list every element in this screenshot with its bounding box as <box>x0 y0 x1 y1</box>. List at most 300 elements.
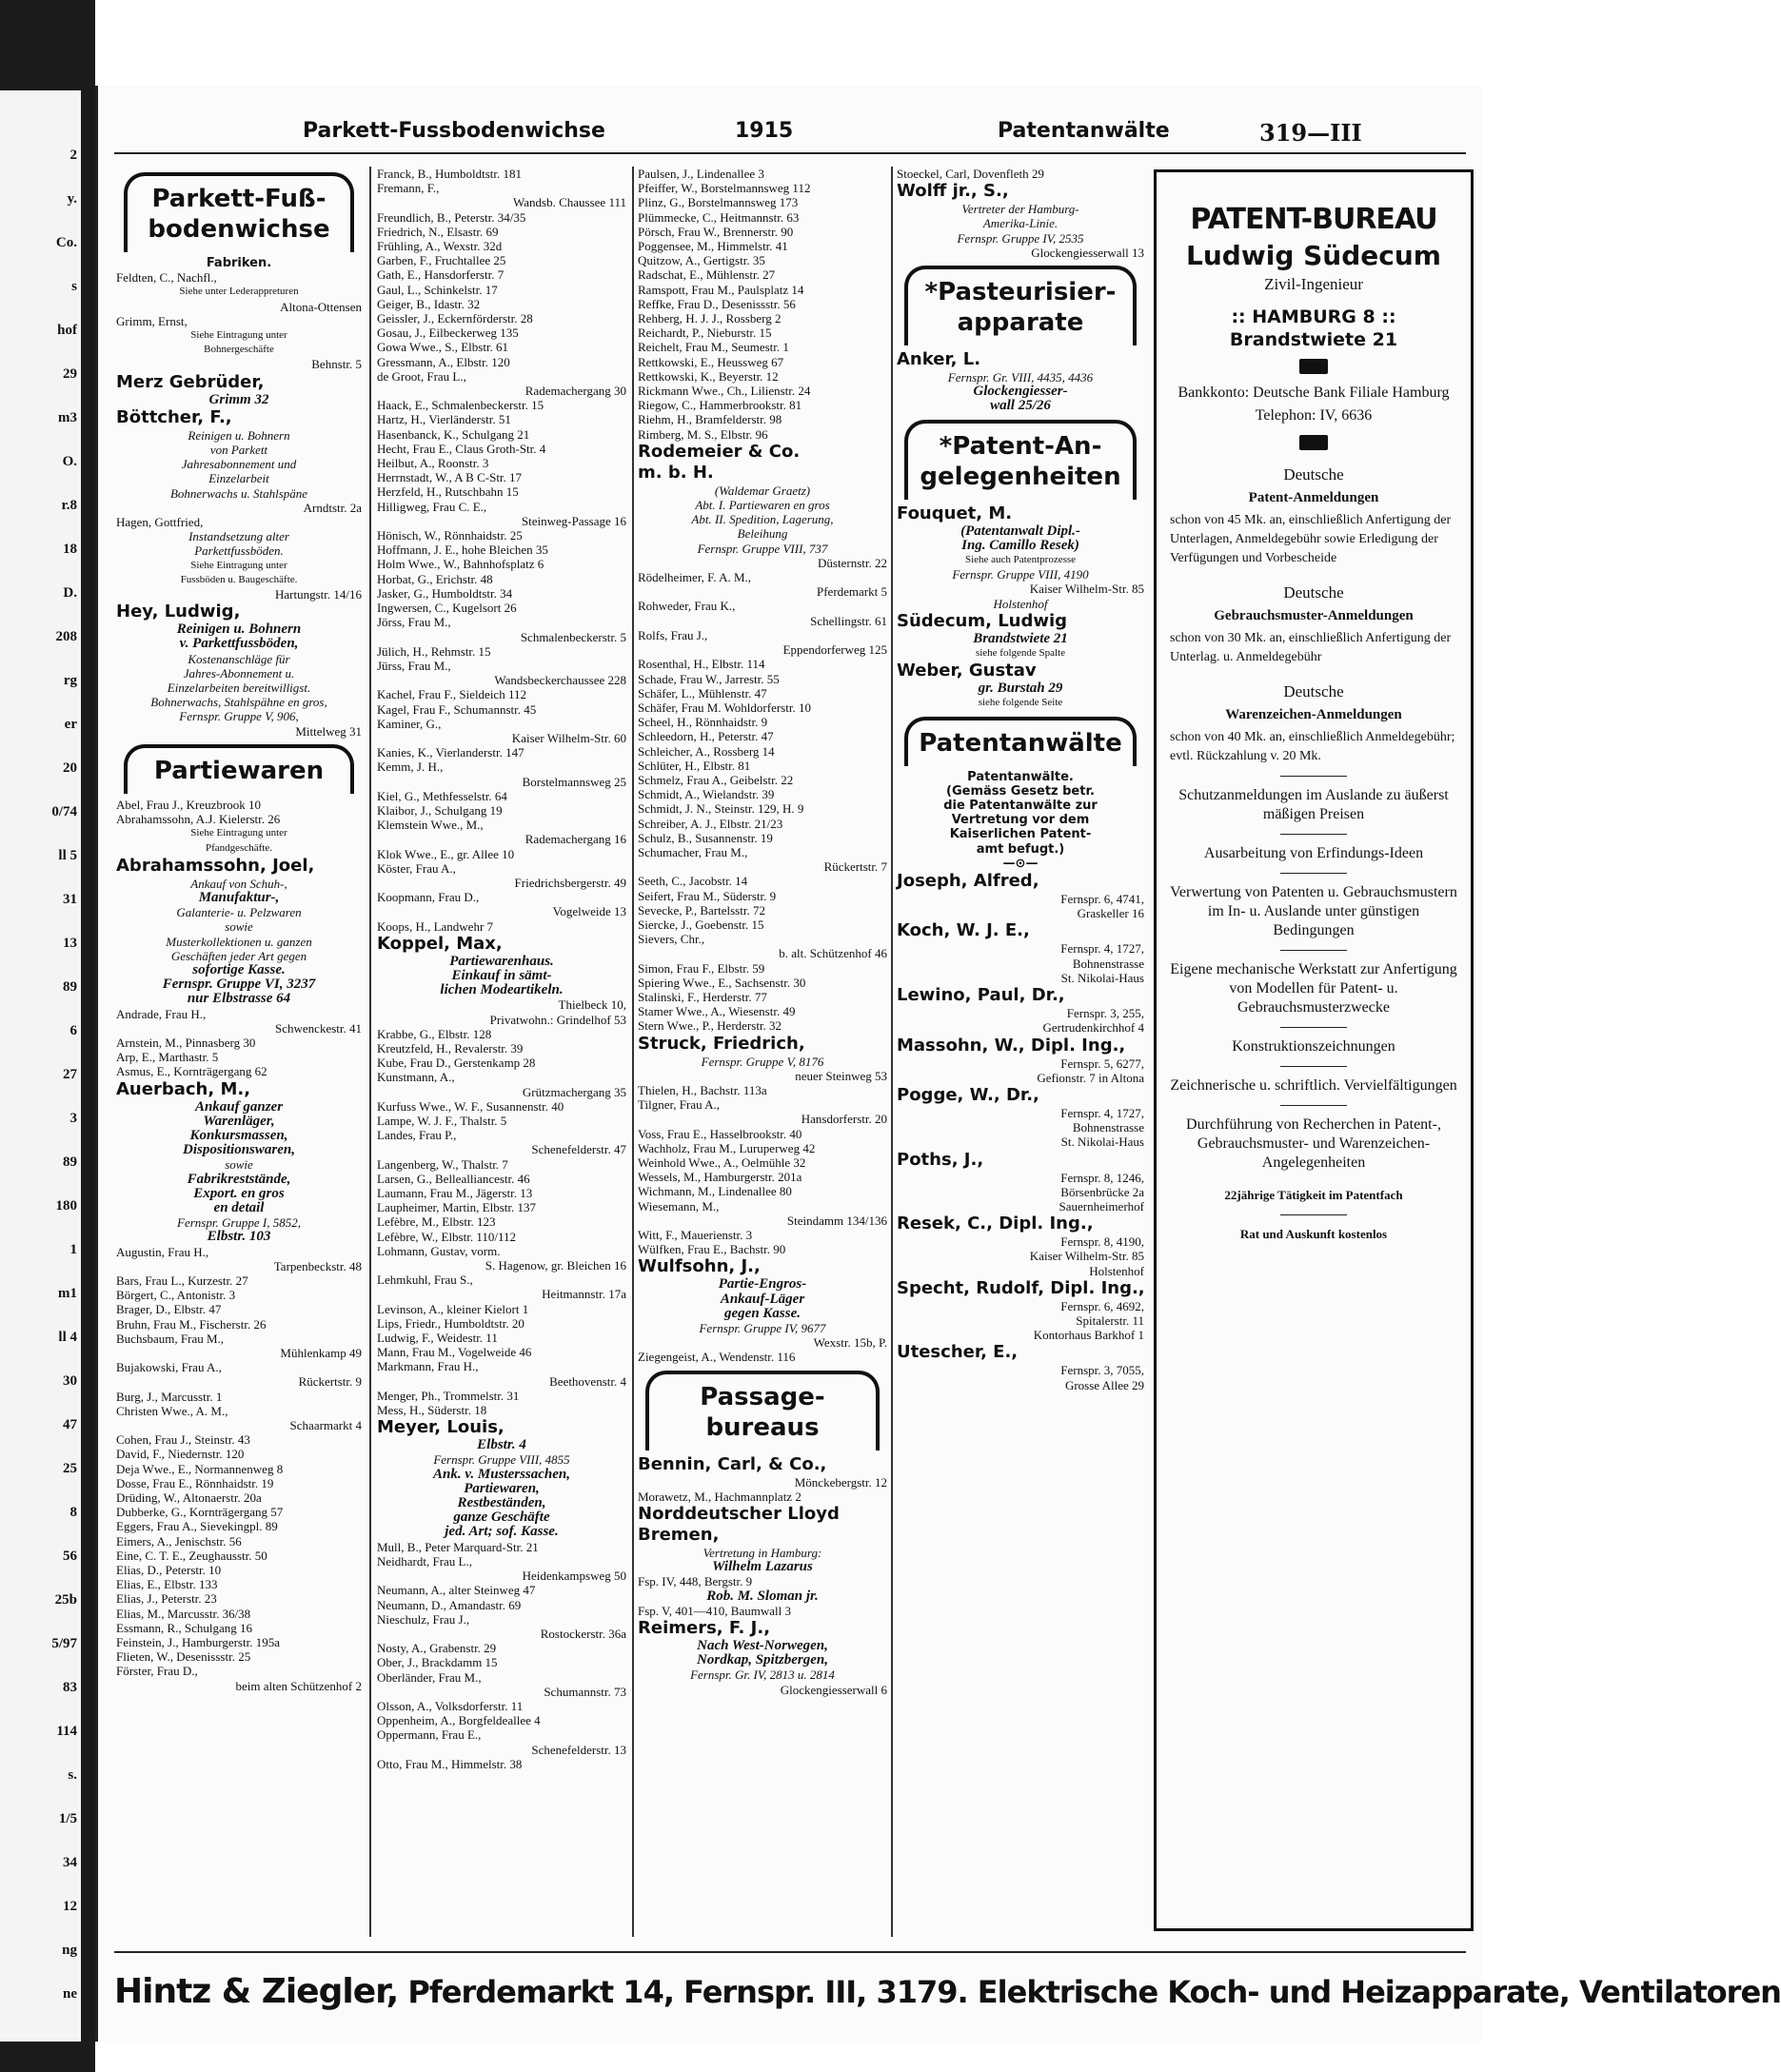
listing-entry: Poggensee, M., Himmelstr. 41 <box>638 239 788 254</box>
listing-highlight: Glockengiesser- <box>973 384 1068 400</box>
listing-entry: Augustin, Frau H., <box>116 1244 209 1259</box>
listing-address: Schaarmarkt 4 <box>289 1418 362 1433</box>
fragment-text: 180 <box>55 1198 77 1214</box>
section-heading-box: Parkett-Fuß- bodenwichse <box>124 172 354 252</box>
listing-entry: Jülich, H., Rehmstr. 15 <box>377 643 491 659</box>
listing-entry: Stoeckel, Carl, Dovenfleth 29 <box>897 167 1044 181</box>
listing-entry: Lefèbre, W., Elbstr. 110/112 <box>377 1229 516 1244</box>
listing-entry: Hagen, Gottfried, <box>116 515 204 530</box>
listing-detail: Bohnerwachs, Stahlspähne en gros, <box>150 695 327 710</box>
listing-address: St. Nikolai-Haus <box>1060 1135 1144 1150</box>
listing-address: Fernspr. 6, 4692, <box>1060 1298 1144 1313</box>
listing-entry: Ober, J., Brackdamm 15 <box>377 1655 498 1670</box>
listing-entry: Otto, Frau M., Himmelstr. 38 <box>377 1756 523 1771</box>
listing-entry: Rehberg, H. J. J., Rossberg 2 <box>638 311 782 326</box>
listing-entry: Arnstein, M., Pinnasberg 30 <box>116 1035 256 1050</box>
listing-entry: Eggers, Frau A., Sievekingpl. 89 <box>116 1519 278 1534</box>
fragment-text: 114 <box>56 1724 77 1739</box>
listing-entry: Franck, B., Humboldtstr. 181 <box>377 167 523 181</box>
listing-entry: Klok Wwe., E., gr. Allee 10 <box>377 846 515 861</box>
ad-profession: Zivil-Ingenieur <box>1264 275 1363 293</box>
listing-entry: Freundlich, B., Peterstr. 34/35 <box>377 209 526 225</box>
listing-highlight: Ing. Camillo Resek) <box>961 537 1079 553</box>
footer-advert <box>114 1972 1781 2011</box>
listing-address: Steindamm 134/136 <box>786 1213 887 1228</box>
listing-entry: Koopmann, Frau D., <box>377 890 480 905</box>
service-item: Schutzanmeldungen im Auslande zu äußerst mäßigen Preisen <box>1178 787 1449 822</box>
listing-entry: Lefèbre, M., Elbstr. 123 <box>377 1214 496 1230</box>
cross-reference: Pfandgeschäfte. <box>206 841 272 854</box>
listing-detail: sowie <box>225 1157 253 1173</box>
service-item: Konstruktionszeichnungen <box>1232 1038 1395 1055</box>
listing-name: Anker, L. <box>897 349 981 370</box>
listing-name: Koch, W. J. E., <box>897 920 1030 941</box>
listing-entry: Garben, F., Fruchtallee 25 <box>377 253 506 268</box>
divider <box>1280 1027 1347 1028</box>
fragment-text: 89 <box>63 1154 77 1170</box>
listing-entry: Lips, Friedr., Humboldtstr. 20 <box>377 1315 524 1331</box>
listing-address: Beethovenstr. 4 <box>549 1373 626 1389</box>
listing-highlight: nur Elbstrasse 64 <box>187 991 291 1007</box>
listing-name: Meyer, Louis, <box>377 1417 505 1438</box>
listing-detail: Fernspr. Gruppe IV, 2535 <box>957 230 1084 246</box>
listing-entry: Landes, Frau P., <box>377 1128 457 1143</box>
listing-entry: Seifert, Frau M., Süderstr. 9 <box>638 888 777 903</box>
cross-reference: siehe folgende Spalte <box>975 647 1066 660</box>
listing-entry: Kunstmann, A., <box>377 1070 455 1085</box>
listing-entry: Hartz, H., Vierländerstr. 51 <box>377 412 511 427</box>
fragment-text: 47 <box>63 1417 77 1432</box>
listing-highlight: Warenläger, <box>203 1113 275 1129</box>
listing-entry: Nieschulz, Frau J., <box>377 1611 470 1627</box>
column-4 <box>897 167 1144 1937</box>
listing-address: Privatwohn.: Grindelhof 53 <box>489 1012 626 1027</box>
ad-street: Brandstwiete 21 <box>1229 329 1398 350</box>
listing-name: m. b. H. <box>638 462 714 483</box>
section-body: schon von 40 Mk. an, einschließlich Anmeldegebühr; evtl. Rückzahlung v. 20 Mk. <box>1170 730 1455 763</box>
listing-name: Massohn, W., Dipl. Ing., <box>897 1035 1126 1056</box>
listing-address: Glockengiesserwall 13 <box>1031 245 1144 260</box>
listing-entry: Levinson, A., kleiner Kielort 1 <box>377 1301 529 1316</box>
listing-entry: Abel, Frau J., Kreuzbrook 10 <box>116 797 261 812</box>
listing-entry: Abrahamssohn, A.J. Kielerstr. 26 <box>116 812 281 827</box>
listing-address: Fernspr. 5, 6277, <box>1060 1056 1144 1071</box>
listing-address: Mühlenkamp 49 <box>280 1346 362 1360</box>
listing-entry: Oppermann, Frau E., <box>377 1727 482 1743</box>
listing-entry: Eimers, A., Jenischstr. 56 <box>116 1533 242 1549</box>
fragment-text: 25b <box>54 1592 77 1608</box>
listing-name: Böttcher, F., <box>116 406 232 427</box>
listing-entry: Förster, Frau D., <box>116 1664 198 1679</box>
ad-tagline: 22jährige Tätigkeit im Patentfach <box>1224 1188 1403 1202</box>
listing-highlight: v. Parkettfussböden, <box>179 636 299 652</box>
listing-detail: Kostenanschläge für <box>188 651 290 666</box>
listing-address: Thielbeck 10, <box>558 997 626 1013</box>
listing-detail: Fernspr. Gruppe I, 5852, <box>177 1215 301 1231</box>
listing-entry: Horbat, G., Erichstr. 48 <box>377 571 493 586</box>
listing-highlight: gr. Burstah 29 <box>978 681 1063 697</box>
listing-entry: Krabbe, G., Elbstr. 128 <box>377 1026 492 1041</box>
listing-entry: Markmann, Frau H., <box>377 1359 479 1374</box>
listing-entry: Spiering Wwe., E., Sachsenstr. 30 <box>638 975 806 990</box>
fragment-text: 12 <box>63 1899 77 1914</box>
listing-entry: Mess, H., Süderstr. 18 <box>377 1403 487 1418</box>
listing-address: Rademachergang 30 <box>524 384 626 399</box>
listing-entry: Laupheimer, Martin, Elbstr. 137 <box>377 1200 537 1215</box>
listing-detail: Bohnerwachs u. Stahlspäne <box>169 485 308 501</box>
listing-address: Arndtstr. 2a <box>303 500 362 515</box>
listing-detail: von Parkett <box>209 443 268 458</box>
listing-name: Joseph, Alfred, <box>897 871 1039 892</box>
listing-entry: Hasenbanck, K., Schulgang 21 <box>377 426 530 442</box>
listing-address: Holstenhof <box>1089 1263 1144 1278</box>
listing-name: Weber, Gustav <box>897 661 1037 681</box>
listing-name: Reimers, F. J., <box>638 1618 771 1639</box>
listing-highlight: wall 25/26 <box>990 398 1051 414</box>
section-heading-box: *Patent-An- gelegenheiten <box>904 420 1137 500</box>
ad-footer: Rat und Auskunft kostenlos <box>1239 1227 1388 1241</box>
service-item: Zeichnerische u. schriftlich. Vervielfältigungen <box>1170 1077 1457 1094</box>
fragment-text: 8 <box>69 1505 77 1520</box>
listing-entry: Morawetz, M., Hachmannplatz 2 <box>638 1489 801 1504</box>
section-heading-box: *Pasteurisier- apparate <box>904 266 1137 345</box>
cross-reference: Fussböden u. Baugeschäfte. <box>180 573 298 585</box>
subheading: Patentanwälte. <box>967 769 1074 784</box>
listing-detail: Fernspr. Gruppe IV, 9677 <box>699 1321 826 1336</box>
listing-address: Schwenckestr. 41 <box>275 1020 362 1036</box>
listing-entry: Tilgner, Frau A., <box>638 1097 721 1113</box>
listing-entry: Flieten, W., Desenissstr. 25 <box>116 1649 251 1665</box>
divider <box>1280 873 1347 874</box>
fragment-text: Co. <box>55 235 77 250</box>
listing-address: Wexstr. 15b, P. <box>813 1335 887 1351</box>
listing-entry: Rickmann Wwe., Ch., Lilienstr. 24 <box>638 384 811 399</box>
fragment-text: 34 <box>63 1855 77 1870</box>
listing-detail: (Waldemar Graetz) <box>714 483 811 498</box>
listing-detail: Instandsetzung alter <box>188 529 289 544</box>
fragment-text: 20 <box>63 760 77 776</box>
listing-highlight: Partiewaren, <box>464 1480 540 1496</box>
fragment-text: 13 <box>63 936 77 951</box>
fragment-text: er <box>64 717 77 732</box>
listing-address: Vogelweide 13 <box>552 904 626 919</box>
listing-entry: Elias, D., Peterstr. 10 <box>116 1563 222 1578</box>
listing-address: Behnstr. 5 <box>311 357 362 372</box>
listing-detail: Fernspr. Gr. IV, 2813 u. 2814 <box>690 1667 835 1683</box>
listing-entry: Bujakowski, Frau A., <box>116 1360 222 1375</box>
listing-entry: Sievers, Chr., <box>638 932 705 947</box>
listing-highlight: Partie-Engros- <box>718 1276 807 1293</box>
listing-entry: Rimberg, M. S., Elbstr. 96 <box>638 426 768 442</box>
fragment-text: 6 <box>69 1023 77 1038</box>
ornament-icon <box>1299 359 1328 374</box>
listing-entry: Gressmann, A., Elbstr. 120 <box>377 354 510 369</box>
listing-entry: Thielen, H., Bachstr. 113a <box>638 1082 767 1097</box>
section-head: Deutsche <box>1283 465 1344 483</box>
listing-entry: Larsen, G., Bellealliancestr. 46 <box>377 1171 530 1186</box>
listing-highlight: Restbeständen, <box>457 1495 546 1511</box>
listing-address: Fernspr. 3, 255, <box>1066 1006 1144 1021</box>
listing-entry: Elias, E., Elbstr. 133 <box>116 1577 218 1592</box>
listing-entry: Kurfuss Wwe., W. F., Susannenstr. 40 <box>377 1098 564 1114</box>
listing-entry: Rödelheimer, F. A. M., <box>638 570 752 585</box>
listing-entry: David, F., Niedernstr. 120 <box>116 1447 245 1462</box>
listing-entry: Kachel, Frau F., Sieldeich 112 <box>377 687 526 702</box>
listing-highlight: Einkauf in sämt- <box>451 967 552 983</box>
listing-entry: Kiel, G., Methfesselstr. 64 <box>377 788 507 803</box>
listing-entry: Wessels, M., Hamburgerstr. 201a <box>638 1170 802 1185</box>
section-heading-box: Partiewaren <box>124 744 354 794</box>
listing-entry: Laumann, Frau M., Jägerstr. 13 <box>377 1186 533 1201</box>
page-number: 319—III <box>1259 119 1362 147</box>
listing-entry: Gaul, L., Schinkelstr. 17 <box>377 282 498 297</box>
fragment-text: 31 <box>63 892 77 907</box>
listing-detail: Fernspr. Gruppe V, 8176 <box>701 1054 824 1069</box>
listing-detail: Abt. I. Partiewaren en gros <box>695 498 830 513</box>
listing-entry: Schade, Frau W., Jarrestr. 55 <box>638 671 780 686</box>
listing-entry: Menger, Ph., Trommelstr. 31 <box>377 1388 520 1403</box>
listing-address: Gefionstr. 7 in Altona <box>1037 1070 1144 1085</box>
listing-entry: Schäfer, Frau M. Wohldorferstr. 10 <box>638 700 811 715</box>
fragment-text: 5/97 <box>51 1636 77 1651</box>
listing-detail: Musterkollektionen u. ganzen <box>166 934 312 949</box>
listing-highlight: gegen Kasse. <box>724 1305 801 1321</box>
listing-address: Schenefelderstr. 47 <box>531 1142 626 1157</box>
listing-entry: Kube, Frau D., Gerstenkamp 28 <box>377 1056 536 1071</box>
listing-highlight: Elbstr. 4 <box>477 1437 526 1453</box>
listing-address: Eppendorferweg 125 <box>782 642 887 658</box>
listing-entry: Asmus, E., Kornträgergang 62 <box>116 1064 267 1079</box>
listing-entry: Ramspott, Frau M., Paulsplatz 14 <box>638 282 804 297</box>
fragment-text: O. <box>62 454 77 469</box>
listing-address: Kaiser Wilhelm-Str. 85 <box>1029 1249 1144 1264</box>
listing-entry: Grimm, Ernst, <box>116 313 188 328</box>
subheading: Fabriken. <box>206 256 272 270</box>
cross-reference: siehe folgende Seite <box>978 697 1063 709</box>
listing-highlight: Grimm 32 <box>208 391 269 407</box>
listing-entry: Pfeiffer, W., Borstelmannsweg 112 <box>638 181 811 196</box>
listing-entry: Wiesemann, M., <box>638 1198 720 1214</box>
listing-address: Schmalenbeckerstr. 5 <box>520 629 626 644</box>
fragment-text: 83 <box>63 1680 77 1695</box>
listing-entry: Neidhardt, Frau L., <box>377 1553 473 1569</box>
subheading: Kaiserlichen Patent- <box>949 827 1092 842</box>
listing-entry: Schmelz, Frau A., Geibelstr. 22 <box>638 772 794 787</box>
listing-entry: Radschat, E., Mühlenstr. 27 <box>638 267 776 283</box>
listing-address: Fernspr. 8, 4190, <box>1060 1234 1144 1250</box>
listing-entry: Reffke, Frau D., Desenissstr. 56 <box>638 296 796 311</box>
listing-name: Merz Gebrüder, <box>116 371 265 392</box>
ad-services <box>1157 776 1471 1173</box>
listing-address: Kaiser Wilhelm-Str. 60 <box>511 730 626 745</box>
listing-entry: Buchsbaum, Frau M., <box>116 1331 225 1346</box>
listing-address: Hansdorferstr. 20 <box>801 1112 887 1127</box>
listing-detail: Einzelarbeiten bereitwilligst. <box>167 681 311 696</box>
listing-address: Spitalerstr. 11 <box>1076 1312 1144 1328</box>
listing-address: Mittelweg 31 <box>295 723 362 739</box>
listing-entry: Jürss, Frau M., <box>377 658 451 673</box>
listing-detail: Fernspr. Gr. VIII, 4435, 4436 <box>947 370 1094 385</box>
listing-address: Fernspr. 6, 4741, <box>1060 892 1144 907</box>
listing-address: Wandsbeckerchaussee 228 <box>494 673 626 688</box>
listing-highlight: jed. Art; sof. Kasse. <box>445 1524 559 1540</box>
listing-entry: Frühling, A., Wexstr. 32d <box>377 239 503 254</box>
ad-phone: Telephon: IV, 6636 <box>1255 407 1373 424</box>
listing-address: Rückertstr. 9 <box>298 1374 362 1390</box>
listing-address: Rückertstr. 7 <box>823 859 887 875</box>
listing-highlight: Fabrikreststände, <box>187 1171 291 1187</box>
divider <box>1280 834 1347 835</box>
ad-sections <box>1157 465 1471 766</box>
patent-bureau-ad <box>1154 169 1474 1931</box>
listing-detail: Fernspr. Gruppe V, 906, <box>179 709 299 724</box>
column-1 <box>116 167 362 1937</box>
listing-address: Schellingstr. 61 <box>810 613 887 628</box>
service-item: Ausarbeitung von Erfindungs-Ideen <box>1203 845 1424 861</box>
fragment-text: 89 <box>63 979 77 995</box>
listing-entry: Heilbut, A., Roonstr. 3 <box>377 456 489 471</box>
listing-detail: Geschäften jeder Art gegen <box>170 948 307 963</box>
service-item: Durchführung von Recherchen in Patent-, Gebrauchsmuster- und Warenzeichen-Angelegenheiten <box>1186 1116 1441 1171</box>
listing-address: Heidenkampsweg 50 <box>522 1569 626 1584</box>
listing-highlight: ganze Geschäfte <box>453 1510 550 1526</box>
listing-address: Rostockerstr. 36a <box>540 1626 626 1641</box>
listing-address: Kaiser Wilhelm-Str. 85 <box>1029 582 1144 597</box>
listing-entry: Stern Wwe., P., Herderstr. 32 <box>638 1018 782 1034</box>
listing-address: Glockengiesserwall 6 <box>780 1682 887 1697</box>
listing-name: Bennin, Carl, & Co., <box>638 1453 827 1474</box>
ad-title: PATENT-BUREAU <box>1190 203 1437 236</box>
listing-entry: Arp, E., Marthastr. 5 <box>116 1050 219 1065</box>
listing-detail: Fernspr. Gruppe VIII, 737 <box>697 541 828 556</box>
listing-highlight: Reinigen u. Bohnern <box>176 622 302 638</box>
listing-entry: Ziegengeist, A., Wendenstr. 116 <box>638 1350 796 1365</box>
listing-entry: Hecht, Frau E., Claus Groth-Str. 4 <box>377 441 546 456</box>
fragment-text: 56 <box>63 1549 77 1564</box>
listing-address: Wandsb. Chaussee 111 <box>513 195 626 210</box>
listing-detail: Amerika-Linie. <box>982 216 1059 231</box>
listing-entry: Wachholz, Frau M., Luruperweg 42 <box>638 1140 816 1155</box>
fragment-text: 0/74 <box>51 804 77 819</box>
fragment-text: ll 4 <box>58 1330 77 1345</box>
listing-highlight: Ank. v. Musterssachen, <box>432 1466 571 1482</box>
listing-address: Fernspr. 4, 1727, <box>1060 941 1144 957</box>
listing-entry: Rohweder, Frau K., <box>638 599 736 614</box>
listing-detail: Jahresabonnement und <box>181 457 297 472</box>
listing-detail: Abt. II. Spedition, Lagerung, <box>691 512 834 527</box>
listing-entry: Elias, J., Peterstr. 23 <box>116 1591 217 1607</box>
listing-name: Poths, J., <box>897 1149 984 1170</box>
listing-entry: Rettkowski, E., Heussweg 67 <box>638 354 784 369</box>
fragment-text: s <box>71 279 77 294</box>
listing-entry: Fsp. V, 401—410, Baumwall 3 <box>638 1603 791 1618</box>
listing-detail: Fernspr. Gruppe VIII, 4855 <box>433 1452 570 1468</box>
fragment-text: 208 <box>55 629 77 644</box>
listing-entry: Oberländer, Frau M., <box>377 1669 482 1685</box>
listing-entry: Gath, E., Hansdorferstr. 7 <box>377 267 505 283</box>
listing-highlight: Nordkap, Spitzbergen, <box>697 1652 828 1668</box>
listing-entry: Stalinski, F., Herderstr. 77 <box>638 989 767 1004</box>
listing-detail: Galanterie- u. Pelzwaren <box>176 905 302 920</box>
fragment-text: ng <box>62 1943 77 1958</box>
listing-entry: Holm Wwe., W., Bahnhofsplatz 6 <box>377 557 544 572</box>
listing-entry: Oppenheim, A., Borgfeldeallee 4 <box>377 1713 541 1728</box>
fragment-text: 27 <box>63 1067 77 1082</box>
listing-entry: Feldten, C., Nachfl., <box>116 270 217 286</box>
listing-entry: Kreutzfeld, H., Revalerstr. 39 <box>377 1040 524 1056</box>
listing-entry: Schmidt, A., Wielandstr. 39 <box>638 787 775 802</box>
section-subhead: Patent-Anmeldungen <box>1248 490 1379 505</box>
listing-highlight: Fernspr. Gruppe VI, 3237 <box>162 977 316 993</box>
column-divider <box>632 167 634 1937</box>
listing-address: S. Hagenow, gr. Bleichen 16 <box>485 1258 626 1273</box>
listing-entry: Brager, D., Elbstr. 47 <box>116 1302 222 1317</box>
listing-address: Friedrichsbergerstr. 49 <box>514 875 626 890</box>
column-3 <box>638 167 887 1937</box>
listing-address: Mönckebergstr. 12 <box>794 1474 887 1490</box>
listing-address: Graskeller 16 <box>1077 906 1144 921</box>
listing-address: Grützmachergang 35 <box>522 1084 626 1099</box>
listing-entry: Riehm, H., Bramfelderstr. 98 <box>638 412 782 427</box>
listing-entry: Riegow, C., Hammerbrookstr. 81 <box>638 398 802 413</box>
fragment-text: 1/5 <box>58 1811 77 1826</box>
listing-highlight: Ankauf ganzer <box>194 1098 284 1115</box>
listing-highlight: en detail <box>213 1199 265 1215</box>
listing-entry: Schulz, B., Susannenstr. 19 <box>638 830 773 845</box>
listing-entry: Sevecke, P., Bartelsstr. 72 <box>638 902 765 918</box>
listing-entry: Plümmecke, C., Heitmannstr. 63 <box>638 209 800 225</box>
listing-name: Pogge, W., Dr., <box>897 1084 1039 1105</box>
listing-entry: Rettkowski, K., Beyerstr. 12 <box>638 368 779 384</box>
listing-entry: Christen Wwe., A. M., <box>116 1403 228 1418</box>
listing-detail: Parkettfussböden. <box>194 543 284 559</box>
cross-reference: Siehe Eintragung unter <box>190 559 287 571</box>
listing-address: Steinweg-Passage 16 <box>521 513 626 528</box>
listing-entry: Kanies, K., Vierlanderstr. 147 <box>377 745 524 760</box>
listing-highlight: Dispositionswaren, <box>183 1142 295 1158</box>
listing-name: Struck, Friedrich, <box>638 1033 805 1054</box>
listing-entry: Gowa Wwe., S., Elbstr. 61 <box>377 340 509 355</box>
listing-entry: Neumann, D., Amandastr. 69 <box>377 1597 522 1612</box>
listing-address: Gertrudenkirchhof 4 <box>1042 1020 1144 1036</box>
listing-highlight: sofortige Kasse. <box>192 961 286 977</box>
fragment-text: 1 <box>69 1242 77 1257</box>
listing-entry: Schleicher, A., Rossberg 14 <box>638 743 775 759</box>
listing-name: Bremen, <box>638 1525 720 1546</box>
listing-address: Fernspr. 3, 7055, <box>1060 1363 1144 1378</box>
listing-entry: Pörsch, Frau W., Brennerstr. 90 <box>638 224 794 239</box>
listing-address: Hartungstr. 14/16 <box>275 587 362 602</box>
listing-highlight: Partiewarenhaus. <box>449 953 554 969</box>
listing-address: Bohnenstrasse <box>1072 1120 1144 1135</box>
divider <box>1280 1214 1347 1215</box>
listing-entry: Klaibor, J., Schulgang 19 <box>377 802 503 818</box>
listing-entry: Cohen, Frau J., Steinstr. 43 <box>116 1432 250 1448</box>
fragment-text: 25 <box>63 1461 77 1476</box>
listing-highlight: (Patentanwalt Dipl.- <box>960 523 1080 539</box>
listing-entry: Schmidt, J. N., Steinstr. 129, H. 9 <box>638 801 804 817</box>
listing-entry: Elias, M., Marcusstr. 36/38 <box>116 1606 251 1621</box>
listing-entry: Seeth, C., Jacobstr. 14 <box>638 874 748 889</box>
listing-entry: Wülfken, Frau E., Bachstr. 90 <box>638 1242 786 1257</box>
section-body: schon von 30 Mk. an, einschließlich Anfertigung der Unterlag. u. Anmeldegebühr <box>1170 631 1452 664</box>
listing-address: Altona-Ottensen <box>280 299 362 314</box>
cross-reference: Siehe Eintragung unter <box>190 329 287 342</box>
section-heading-box: Passage- bureaus <box>645 1371 880 1450</box>
listing-entry: Schumacher, Frau M., <box>638 844 748 859</box>
listing-address: Fernspr. 8, 1246, <box>1060 1170 1144 1185</box>
listing-entry: Geiger, B., Idastr. 32 <box>377 296 481 311</box>
